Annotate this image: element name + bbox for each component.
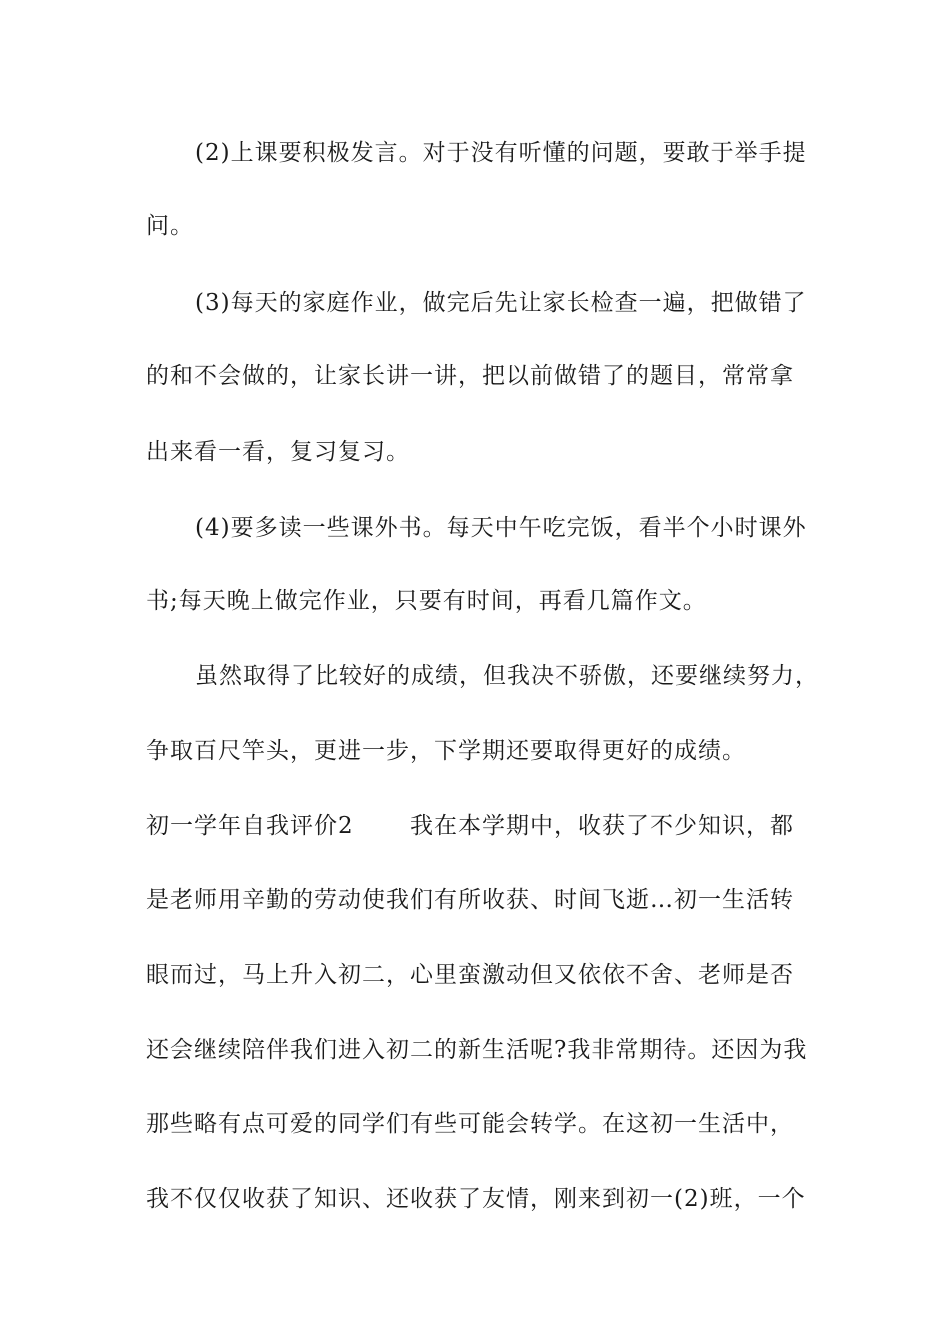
paragraph-line: 的和不会做的，让家长讲一讲，把以前做错了的题目，常常拿: [146, 363, 794, 389]
paragraph-line: (3)每天的家庭作业，做完后先让家长检查一遍，把做错了: [195, 290, 807, 316]
paragraph-line: 那些略有点可爱的同学们有些可能会转学。在这初一生活中，: [146, 1111, 794, 1137]
paragraph-line: 我在本学期中，收获了不少知识，都: [410, 813, 794, 839]
paragraph-line: (2)上课要积极发言。对于没有听懂的问题，要敢于举手提: [195, 140, 807, 166]
paragraph-line: 眼而过，马上升入初二，心里蛮激动但又依依不舍、老师是否: [146, 962, 794, 988]
paragraph-line: 出来看一看，复习复习。: [146, 439, 410, 465]
paragraph-line: 还会继续陪伴我们进入初二的新生活呢?我非常期待。还因为我: [146, 1037, 808, 1063]
paragraph-line: 争取百尺竿头，更进一步，下学期还要取得更好的成绩。: [146, 738, 746, 764]
section-heading-line: [146, 810, 826, 842]
paragraph-line: 书;每天晚上做完作业，只要有时间，再看几篇作文。: [146, 588, 707, 614]
section-title: 初一学年自我评价2: [146, 813, 354, 839]
paragraph-line: 是老师用辛勤的劳动使我们有所收获、时间飞逝…初一生活转: [146, 887, 794, 913]
paragraph-line: 我不仅仅收获了知识、还收获了友情，刚来到初一(2)班，一个: [146, 1186, 806, 1212]
paragraph-line: (4)要多读一些课外书。每天中午吃完饭，看半个小时课外: [195, 515, 807, 541]
paragraph-line: 问。: [146, 213, 194, 239]
paragraph-line: 虽然取得了比较好的成绩，但我决不骄傲，还要继续努力，: [195, 663, 819, 689]
